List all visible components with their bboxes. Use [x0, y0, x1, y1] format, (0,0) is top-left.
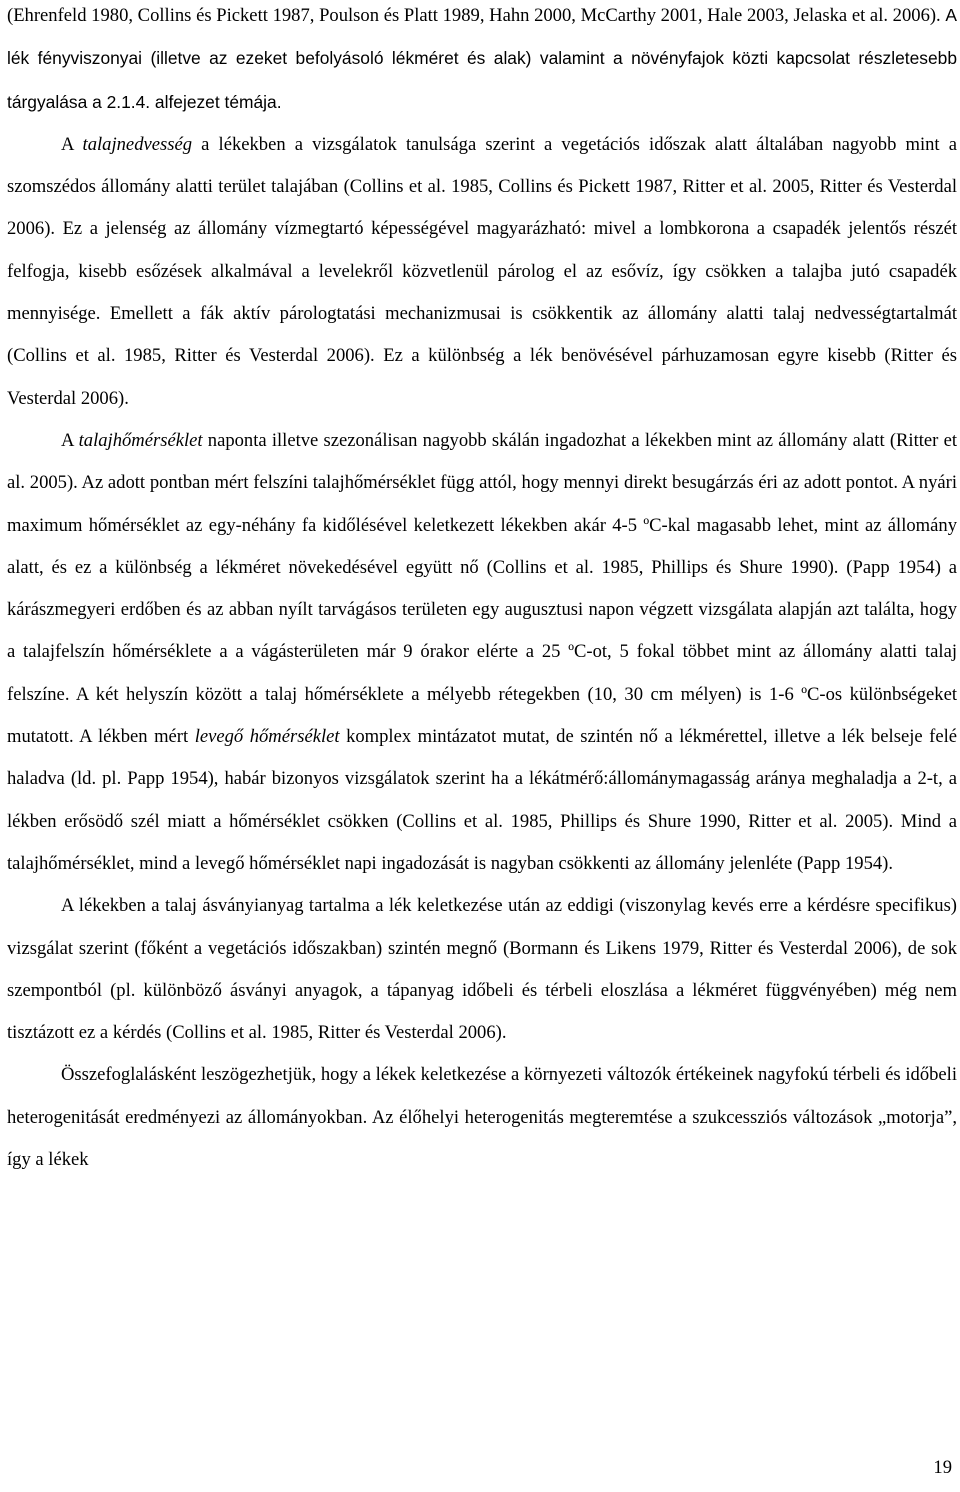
paragraph-text: (Ehrenfeld 1980, Collins és Pickett 1987, Poulson és Platt 1989, Hahn 2000, McCarthy 2001, Hale 2003, Jelaska et al. 2006). [7, 5, 946, 26]
italic-term: talajhőmérséklet [78, 429, 203, 451]
paragraph-text: a lékekben a vizsgálatok tanulsága szerint a vegetációs időszak alatt általában nagyobb mint a szomszédos állomány alatti terület talajában (Collins et al. 1985, Collins és Pickett 1987, Ritter et al. 2005, Ritter és Vesterdal 2006). Ez a jelenség az állomány vízmegtartó képességével magyarázható: mivel a lombkorona a csapadék jelentős részét felfogja, kisebb esőzések alkalmával a levelekről közvetlenül párolog el az esővíz, így csökken a talajba jutó csapadék mennyisége. Emellett a fák aktív párologtatási mechanizmusai is csökkentik az állomány alatti talaj nedvességtartalmát (Collins et al. 1985, Ritter és Vesterdal 2006). Ez a különbség a lék benövésével párhuzamosan egyre kisebb (Ritter és Vesterdal 2006). [7, 133, 957, 409]
paragraph-text: A [61, 133, 83, 155]
paragraph-soil-temperature [7, 420, 957, 885]
paragraph-minerals [7, 885, 957, 1054]
paragraph-text: A [61, 429, 79, 451]
paragraph-text: komplex mintázatot mutat, de szintén nő a lékmérettel, illetve a lék belseje felé haladva (ld. pl. Papp 1954), habár bizonyos vizsgálatok szerint ha a lékátmérő:állománymagasság aránya meghaladja a 2-t, a lékben erősödő szél miatt a hőmérséklet csökken (Collins et al. 1985, Phillips és Shure 1990, Ritter et al. 2005). Mind a talajhőmérséklet, mind a levegő hőmérséklet napi ingadozását is nagyban csökkenti az állomány jelenléte (Papp 1954). [7, 726, 957, 874]
page-number: 19 [933, 1457, 952, 1478]
paragraph [7, 0, 957, 124]
paragraph-text: A lékekben a talaj ásványianyag tartalma a lék keletkezése után az eddigi (viszonylag kevés erre a kérdésre specifikus) vizsgálat szerint (főként a vegetációs időszakban) szintén megnő (Bormann és Likens 1979, Ritter és Vesterdal 2006), de sok szempontból (pl. különböző ásványi anyagok, a tápanyag időbeli és térbeli eloszlása a lékméret függvényében) még nem tisztázott ez a kérdés (Collins et al. 1985, Ritter és Vesterdal 2006). [7, 895, 957, 1044]
paragraph-text: naponta illetve szezonálisan nagyobb skálán ingadozhat a lékekben mint az állomány alatt (Ritter et al. 2005). Az adott pontban mért felszíni talajhőmérséklet függ attól, hogy mennyi direkt besugárzás éri az adott pontot. A nyári maximum hőmérséklet az egy-néhány fa kidőlésével keletkezett lékekben akár 4-5 ºC-kal magasabb lehet, mint az állomány alatt, és ez a különbség a lékméret növekedésével együtt nő (Collins et al. 1985, Phillips és Shure 1990). (Papp 1954) a kárászmegyeri erdőben és az abban nyílt tarvágásos területen egy augusztusi napon végzett vizsgálata alapján azt találta, hogy a talajfelszín hőmérséklete a a vágásterületen már 9 órakor elérte a 25 ºC-ot, 5 fokal többet mint az állomány alatti talaj felszíne. A két helyszín között a talaj hőmérséklete a mélyebb rétegekben (10, 30 cm mélyen) is 1-6 ºC-os különbségeket mutatott. A lékben mért [7, 429, 957, 748]
paragraph-soil-moisture [7, 124, 957, 420]
italic-term: levegő hőmérséklet [194, 726, 340, 748]
paragraph-summary [7, 1054, 957, 1181]
paragraph-text: A lék fényviszonyai (illetve az ezeket befolyásoló lékméret és alak) valamint a növényfajok közti kapcsolat részletesebb tárgyalása a 2.1.4. alfejezet témája. [7, 5, 957, 112]
italic-term: talajnedvesség [82, 133, 193, 155]
document-page [7, 0, 957, 1181]
paragraph-text: Összefoglalásként leszögezhetjük, hogy a lékek keletkezése a környezeti változók értékeinek nagyfokú térbeli és időbeli heterogenitását eredményezi az állományokban. Az élőhelyi heterogenitás megteremtése a szukcessziós változások „motorja”, így a lékek [7, 1064, 957, 1171]
